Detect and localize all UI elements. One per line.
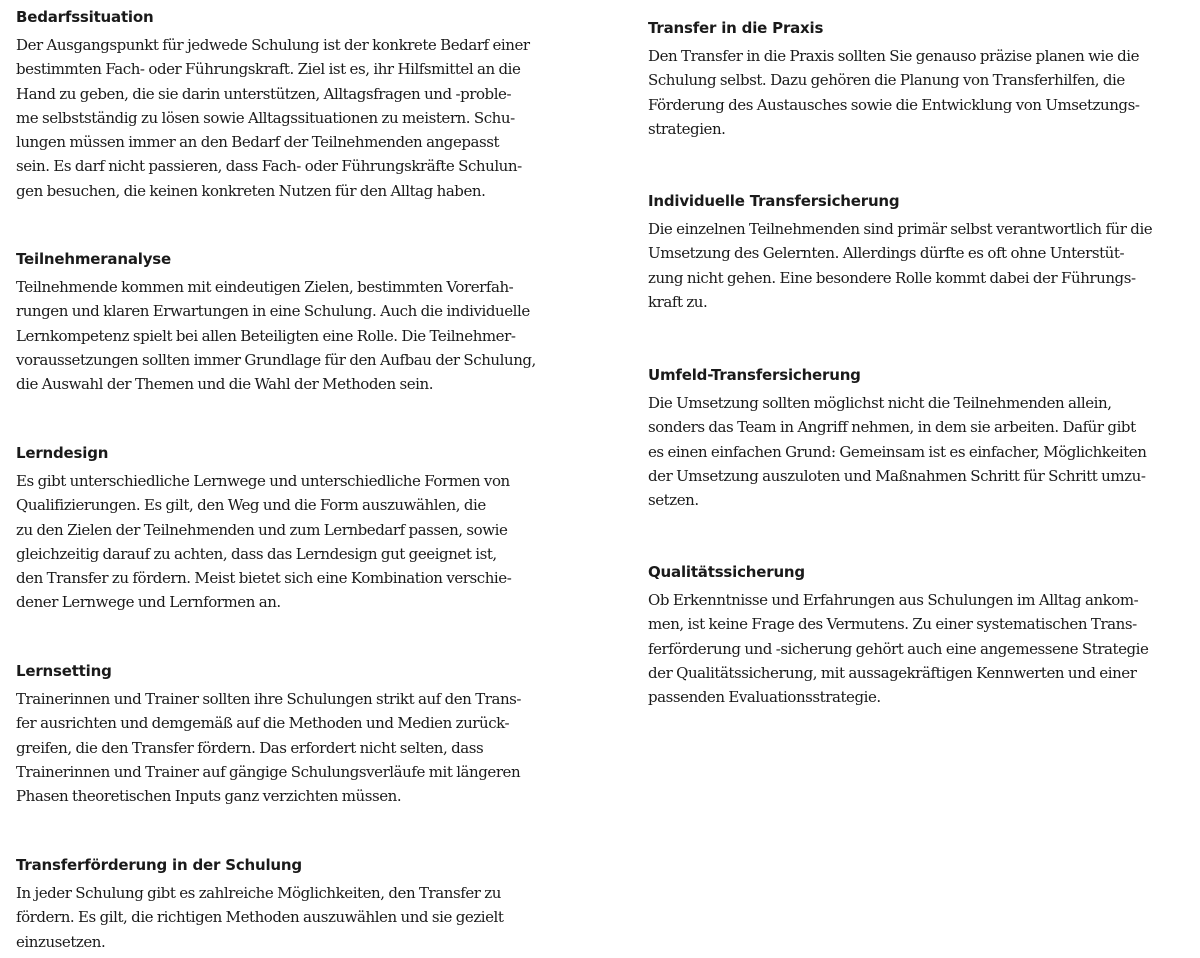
section-transferfoerderung <box>16 856 556 954</box>
section-text: Es gibt unterschiedliche Lernwege und unterschiedliche Formen von Qualifizierungen. Es gilt, den Weg und die Form auszuwählen, die zu den Zielen der Teilnehmenden und zum Lernbedarf passen, sowie gleichzeitig darauf zu achten, dass das Lerndesign gut geeignet ist, den Transfer zu fördern. Meist bietet sich eine Kombination verschie- dener Lernwege und Lernformen an. <box>16 472 512 612</box>
section-lernsetting <box>16 662 556 808</box>
section-qualitaetssicherung <box>648 563 1193 709</box>
section-heading: Umfeld-Transfersicherung <box>648 366 861 384</box>
section-heading: Teilnehmeranalyse <box>16 250 171 268</box>
section-text: Die einzelnen Teilnehmenden sind primär selbst verantwortlich für die Umsetzung des Gelernten. Allerdings dürfte es oft ohne Unterstüt- zung nicht gehen. Eine besondere Rolle kommt dabei der Führungs- kraft zu. <box>648 220 1153 311</box>
section-text: Trainerinnen und Trainer sollten ihre Schulungen strikt auf den Trans- fer ausrichten und demgemäß auf die Methoden und Medien zurück- greifen, die den Transfer fördern. Das erfordert nicht selten, dass Trainerinnen und Trainer auf gängige Schulungsverläufe mit längeren Phasen theoretischen Inputs ganz verzichten müssen. <box>16 690 522 806</box>
section-heading: Bedarfssituation <box>16 8 154 26</box>
section-teilnehmeranalyse <box>16 250 556 396</box>
section-transfer-in-die-praxis <box>648 19 1193 141</box>
section-text: Ob Erkenntnisse und Erfahrungen aus Schulungen im Alltag ankom- men, ist keine Frage des Vermutens. Zu einer systematischen Trans- ferförderung und -sicherung gehört auch eine angemessene Strategie der Qualitätssicherung, mit aussagekräftigen Kennwerten und einer passenden Evaluationsstrategie. <box>648 591 1149 707</box>
section-heading: Lernsetting <box>16 662 112 680</box>
section-individuelle-transfersicherung <box>648 192 1193 314</box>
section-umfeld-transfersicherung <box>648 366 1193 512</box>
section-heading: Qualitätssicherung <box>648 563 805 581</box>
section-heading: Transfer in die Praxis <box>648 19 824 37</box>
section-text: Der Ausgangspunkt für jedwede Schulung ist der konkrete Bedarf einer bestimmten Fach- oder Führungskraft. Ziel ist es, ihr Hilfsmittel an die Hand zu geben, die sie darin unterstützen, Alltagsfragen und -proble- me selbstständig zu lösen sowie Alltagssituationen zu meistern. Schu- lungen müssen immer an den Bedarf der Teilnehmenden angepasst sein. Es darf nicht passieren, dass Fach- oder Führungskräfte Schulun- gen besuchen, die keinen konkreten Nutzen für den Alltag haben. <box>16 36 530 200</box>
section-text: In jeder Schulung gibt es zahlreiche Möglichkeiten, den Transfer zu fördern. Es gilt, die richtigen Methoden auszuwählen und sie gezielt einzusetzen. <box>16 884 504 951</box>
section-text: Den Transfer in die Praxis sollten Sie genauso präzise planen wie die Schulung selbst. Dazu gehören die Planung von Transferhilfen, die Förderung des Austausches sowie die Entwicklung von Umsetzungs- strategien. <box>648 47 1140 138</box>
section-heading: Lerndesign <box>16 444 109 462</box>
section-text: Die Umsetzung sollten möglichst nicht die Teilnehmenden allein, sonders das Team in Angriff nehmen, in dem sie arbeiten. Dafür gibt es einen einfachen Grund: Gemeinsam ist es einfacher, Möglichkeiten der Umsetzung auszuloten und Maßnahmen Schritt für Schritt umzu- setzen. <box>648 394 1147 510</box>
section-text: Teilnehmende kommen mit eindeutigen Zielen, bestimmten Vorerfah- rungen und klaren Erwartungen in eine Schulung. Auch die individuelle Lernkompetenz spielt bei allen Beteiligten eine Rolle. Die Teilnehmer- voraussetzungen sollten immer Grundlage für den Aufbau der Schulung, die Auswahl der Themen und die Wahl der Methoden sein. <box>16 278 536 394</box>
section-bedarfssituation <box>16 8 556 203</box>
section-lerndesign <box>16 444 556 615</box>
section-heading: Individuelle Transfersicherung <box>648 192 900 210</box>
section-heading: Transferförderung in der Schulung <box>16 856 302 874</box>
